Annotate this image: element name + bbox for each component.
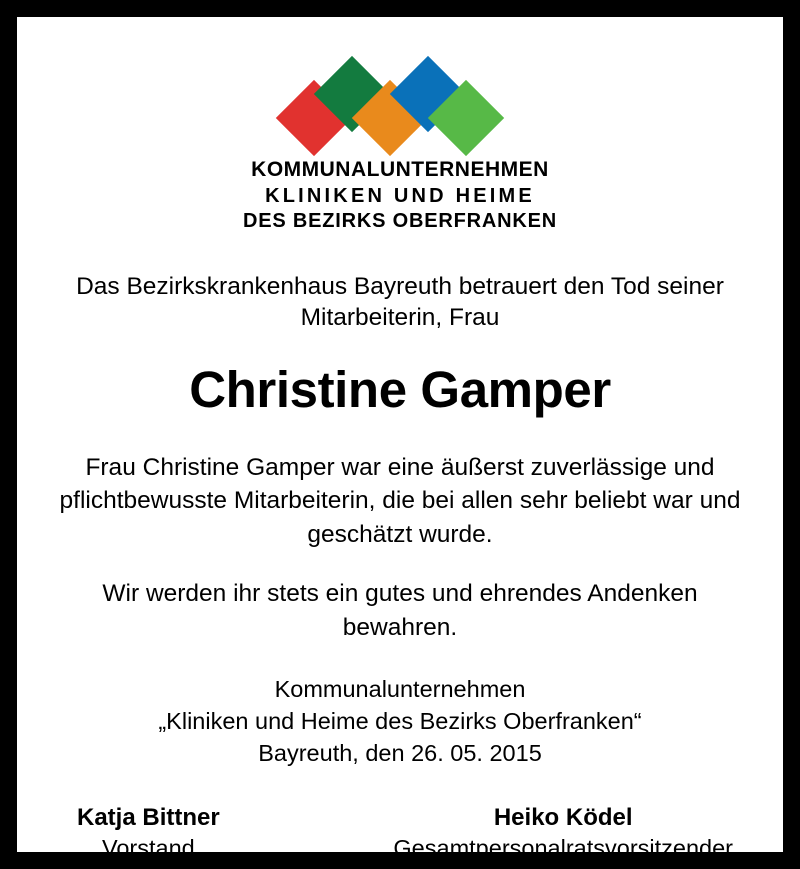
signer-name: Katja Bittner [77, 803, 220, 831]
signer-right [393, 804, 733, 862]
org-line-3-date: Bayreuth, den 26. 05. 2015 [258, 740, 542, 767]
org-line-1: Kommunalunternehmen [274, 675, 526, 702]
logo-line-1: KOMMUNALUNTERNEHMEN [251, 158, 549, 181]
logo-diamonds [287, 67, 513, 145]
signer-role: Vorstand [101, 834, 195, 861]
logo-wordmark [243, 157, 557, 235]
tribute-text: Frau Christine Gamper war eine äußerst zuverlässige und pflichtbewusste Mitarbeiterin, die bei allen sehr beliebt war und geschätzt wurde. [59, 453, 741, 548]
intro-text: Das Bezirkskrankenhaus Bayreuth betrauert den Tod seiner Mitarbeiterin, Frau [76, 273, 724, 332]
signing-organization [57, 673, 743, 770]
logo-line-3: DES BEZIRKS OBERFRANKEN [243, 210, 557, 233]
signers-row [57, 804, 743, 862]
signer-name: Heiko Ködel [493, 803, 633, 831]
signer-left [77, 804, 220, 862]
signer-role: Gesamtpersonalratsvorsitzender [393, 834, 733, 861]
obituary-content [17, 17, 783, 861]
org-line-2: „Kliniken und Heime des Bezirks Oberfranken“ [158, 708, 642, 735]
memory-text: Wir werden ihr stets ein gutes und ehrendes Andenken bewahren. [102, 580, 698, 642]
deceased-name: Christine Gamper [189, 360, 611, 418]
organization-logo [243, 67, 557, 235]
logo-line-2: KLINIKEN UND HEIME [265, 184, 535, 207]
